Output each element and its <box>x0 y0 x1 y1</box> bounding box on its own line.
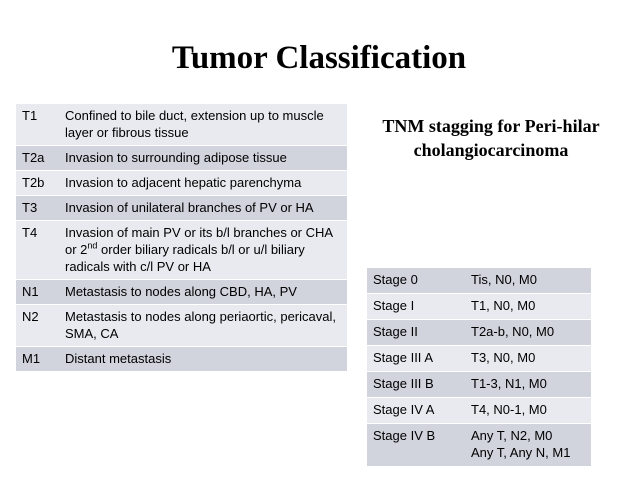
table-row <box>367 398 591 424</box>
tnm-code: N2 <box>16 305 60 347</box>
staging-table <box>367 267 591 466</box>
table-row <box>16 221 347 280</box>
stage-value: T1, N0, M0 <box>466 294 591 320</box>
stage-name: Stage II <box>367 320 466 346</box>
stage-value <box>466 424 591 467</box>
stage-value: T1-3, N1, M0 <box>466 372 591 398</box>
tnm-description <box>60 221 347 280</box>
table-row <box>16 280 347 305</box>
tnm-description: Invasion of unilateral branches of PV or HA <box>60 196 347 221</box>
table-row <box>16 305 347 347</box>
tnm-description: Invasion to surrounding adipose tissue <box>60 146 347 171</box>
stage-value-line: Any T, Any N, M1 <box>471 445 571 460</box>
tnm-description: Metastasis to nodes along CBD, HA, PV <box>60 280 347 305</box>
table-row <box>367 320 591 346</box>
table-row <box>16 196 347 221</box>
tnm-code: M1 <box>16 347 60 372</box>
stage-name: Stage IV B <box>367 424 466 467</box>
table-row <box>16 347 347 372</box>
tnm-classification-table <box>16 103 347 371</box>
table-row <box>367 372 591 398</box>
tnm-code: T3 <box>16 196 60 221</box>
stage-name: Stage 0 <box>367 268 466 294</box>
table-row <box>367 294 591 320</box>
superscript-ordinal: nd <box>87 240 98 251</box>
tnm-code: T4 <box>16 221 60 280</box>
tnm-description-part: Invasion of main PV or its b/l branches or CHA or 2 <box>65 225 333 257</box>
tnm-description: Invasion to adjacent hepatic parenchyma <box>60 171 347 196</box>
table-row <box>367 346 591 372</box>
stage-value: T4, N0-1, M0 <box>466 398 591 424</box>
stage-value-line: Any T, N2, M0 <box>471 428 553 443</box>
table-row <box>16 171 347 196</box>
table-row <box>367 268 591 294</box>
tnm-description: Distant metastasis <box>60 347 347 372</box>
table-row <box>367 424 591 467</box>
tnm-description: Confined to bile duct, extension up to muscle layer or fibrous tissue <box>60 104 347 146</box>
stage-value: T3, N0, M0 <box>466 346 591 372</box>
stage-name: Stage IV A <box>367 398 466 424</box>
slide-title: Tumor Classification <box>171 40 467 76</box>
tnm-code: T1 <box>16 104 60 146</box>
stage-name: Stage I <box>367 294 466 320</box>
tnm-code: N1 <box>16 280 60 305</box>
stage-value: Tis, N0, M0 <box>466 268 591 294</box>
stage-name: Stage III B <box>367 372 466 398</box>
tnm-code: T2a <box>16 146 60 171</box>
tnm-description-part: order biliary radicals b/l or u/l biliary radicals with c/l PV or HA <box>65 242 305 274</box>
tnm-code: T2b <box>16 171 60 196</box>
stage-value: T2a-b, N0, M0 <box>466 320 591 346</box>
table-row <box>16 104 347 146</box>
tnm-description: Metastasis to nodes along periaortic, pericaval, SMA, CA <box>60 305 347 347</box>
table-row <box>16 146 347 171</box>
stage-name: Stage III A <box>367 346 466 372</box>
staging-subtitle: TNM stagging for Peri-hilar cholangiocarcinoma <box>382 116 600 160</box>
